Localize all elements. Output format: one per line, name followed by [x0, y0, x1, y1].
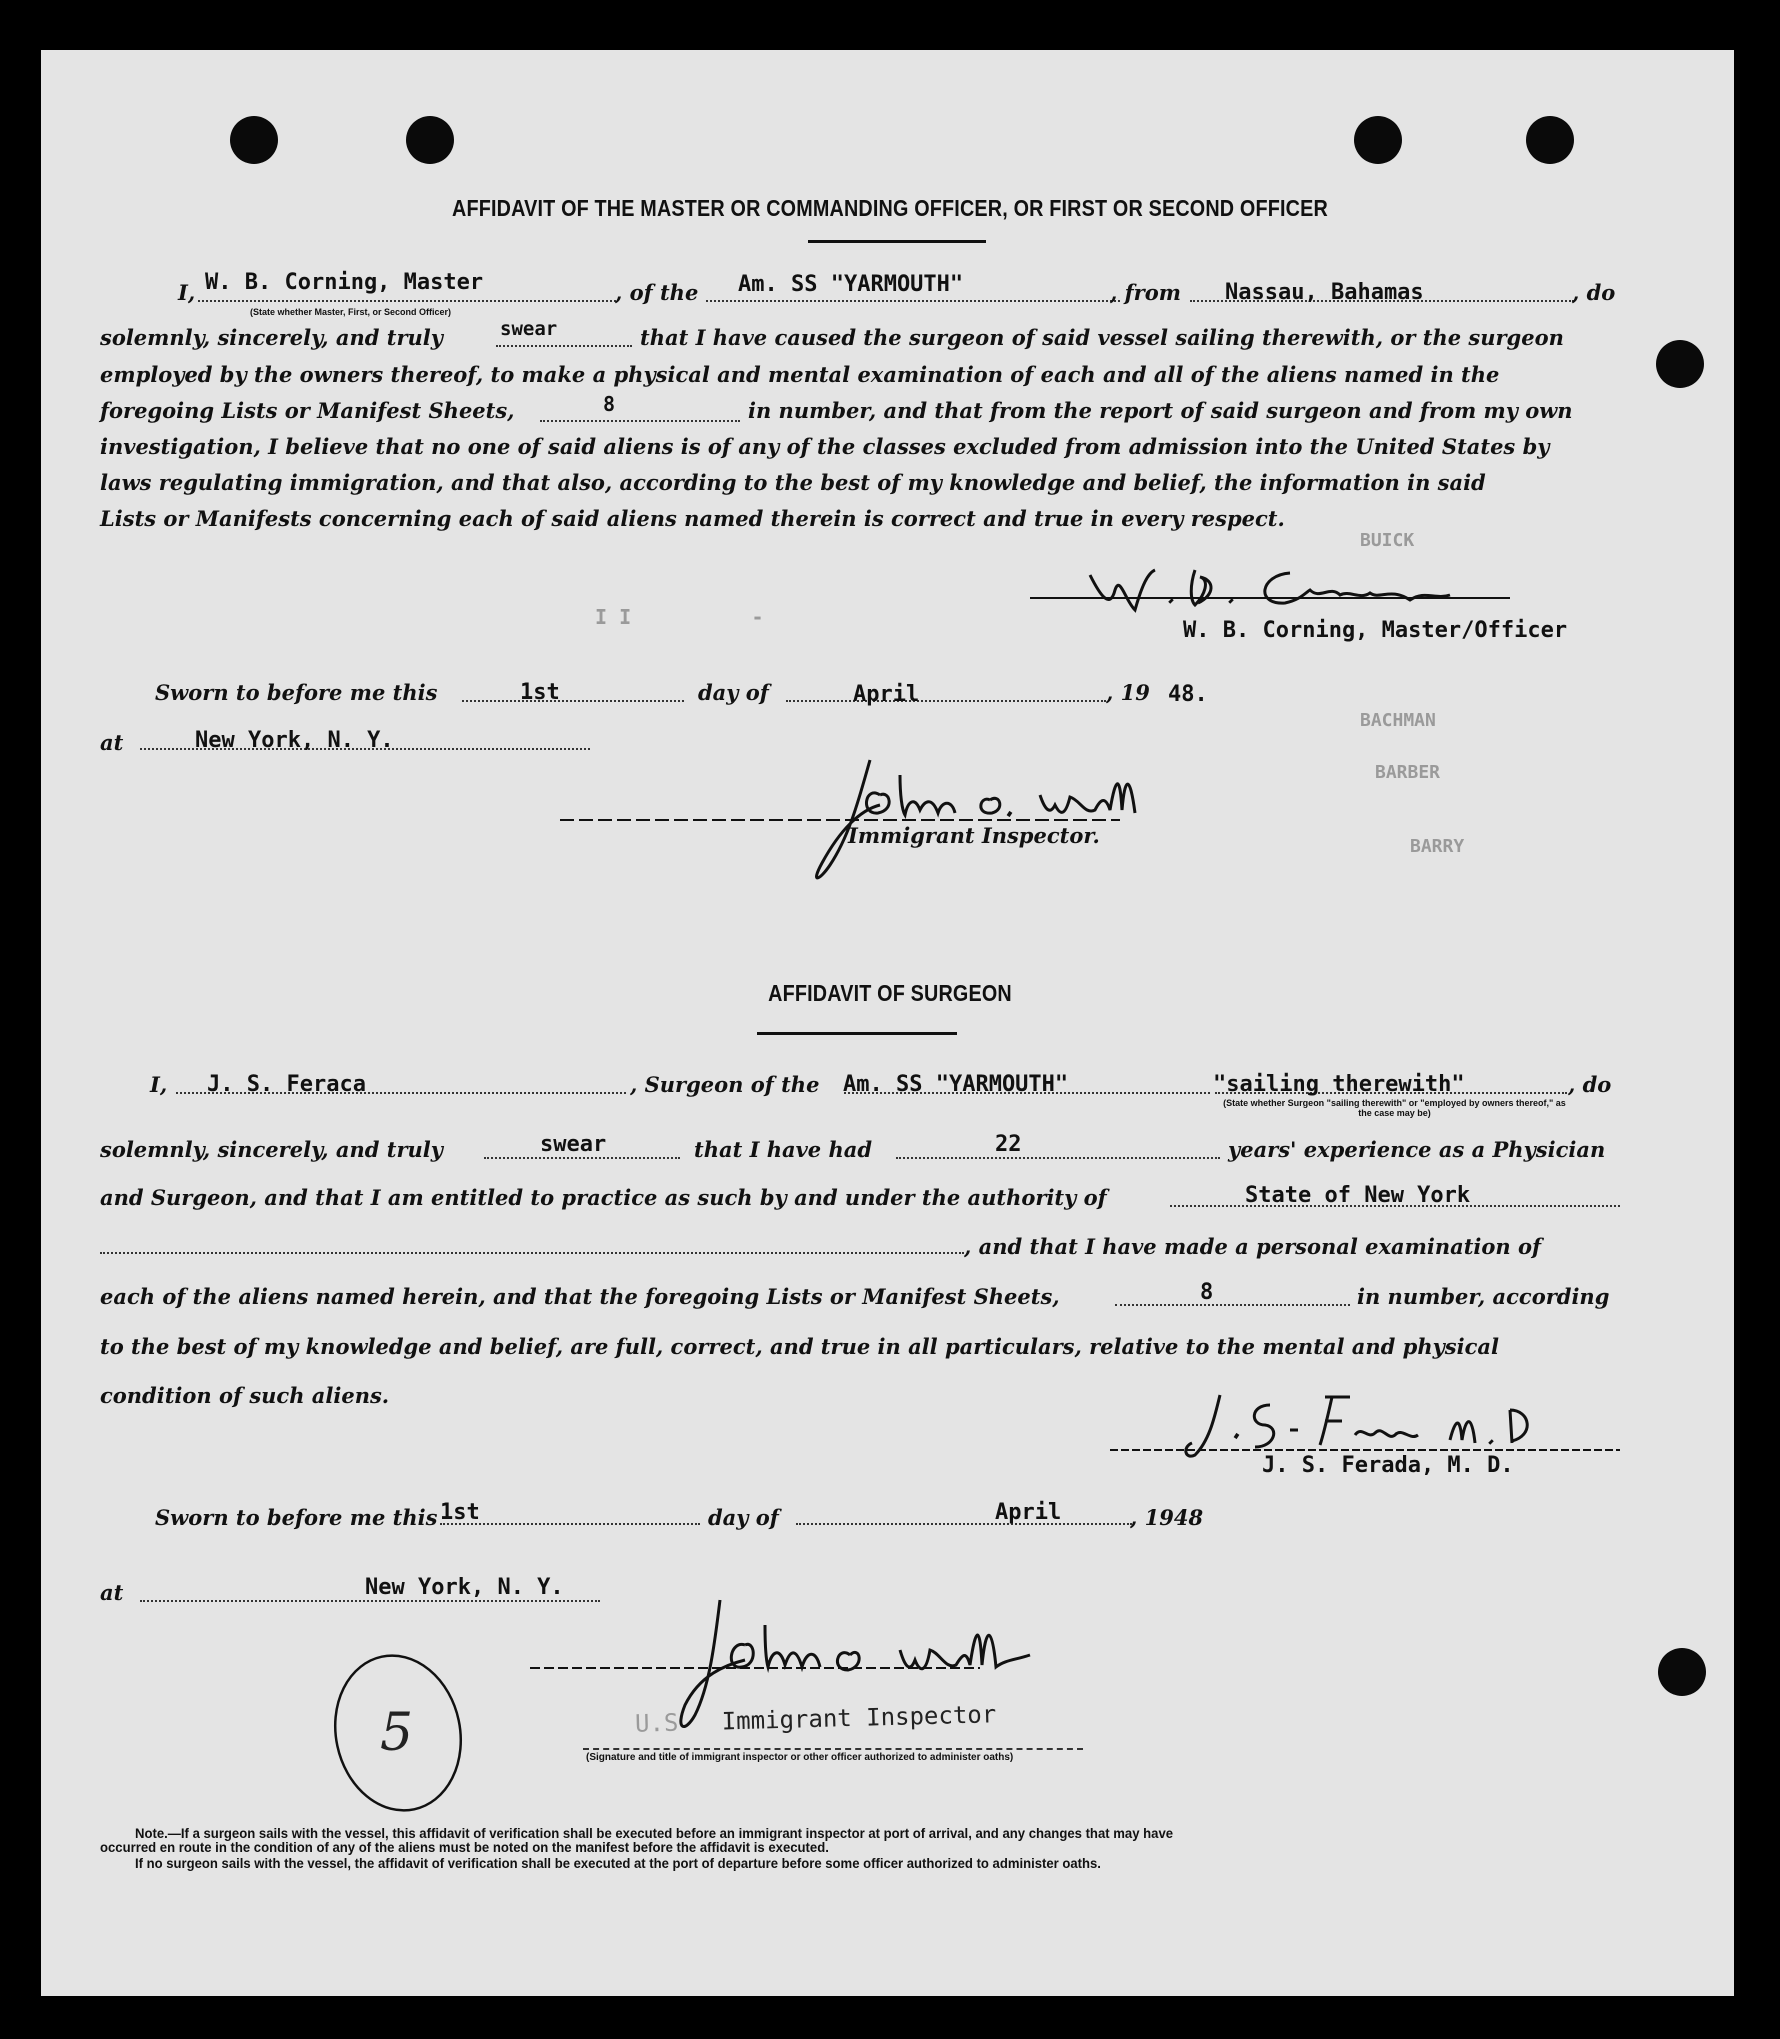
manifest-count: 8 [1200, 1280, 1214, 1305]
stamp-prefix: U.S [634, 1708, 679, 1738]
blank-line [1115, 1304, 1350, 1306]
master-typed-name: W. B. Corning, Master/Officer [1183, 618, 1568, 643]
master-sworn-month: April [853, 682, 920, 707]
text-label: , of the [615, 280, 699, 305]
text-line: in number, according [1357, 1284, 1610, 1309]
blank-line [496, 345, 632, 347]
punch-hole [1354, 116, 1402, 164]
punch-hole [1658, 1648, 1706, 1696]
text-label: Sworn to before me this [155, 1505, 438, 1530]
master-signature [1030, 555, 1530, 625]
text-label: at [100, 1580, 124, 1605]
text-line: investigation, I believe that no one of said aliens is of any of the classes excluded from admission into the United States by [100, 434, 1550, 459]
surgeon-typed-name: J. S. Ferada, M. D. [1262, 1453, 1514, 1478]
text-line: that I have caused the surgeon of said vessel sailing therewith, or the surgeon [640, 325, 1564, 350]
footnote-line: occurred en route in the condition of any of the aliens must be noted on the manifest before the affidavit is executed. [100, 1839, 829, 1855]
bleed-through-text: BARBER [1375, 762, 1441, 783]
signature-line [583, 1748, 1083, 1750]
footnote-line: Note.—If a surgeon sails with the vessel, this affidavit of verification shall be executed before an immigrant inspector at port of arrival, and any changes that may have [135, 1825, 1174, 1841]
master-affidavit-title: AFFIDAVIT OF THE MASTER OR COMMANDING OFFICER, OR FIRST OR SECOND OFFICER [452, 195, 1328, 221]
text-line: Lists or Manifests concerning each of said aliens named therein is correct and true in every respect. [100, 506, 1285, 531]
text-label: , do [1572, 280, 1616, 305]
text-label: , do [1568, 1072, 1612, 1097]
text-label: at [100, 730, 124, 755]
circled-number: 5 [380, 1703, 414, 1763]
surgeon-affidavit-title: AFFIDAVIT OF SURGEON [768, 980, 1012, 1006]
field-hint: (State whether Surgeon "sailing therewith" or "employed by owners thereof," as the case may be) [1223, 1098, 1566, 1118]
text-label: , 1948 [1130, 1505, 1204, 1530]
text-label: day of [708, 1505, 779, 1530]
text-line: and Surgeon, and that I am entitled to practice as such by and under the authority of [100, 1185, 1107, 1210]
text-line: solemnly, sincerely, and truly [100, 325, 443, 350]
oath-type: swear [500, 318, 558, 340]
text-label: day of [698, 680, 769, 705]
bleed-through-text: BUICK [1360, 530, 1415, 551]
surgeon-sworn-day: 1st [440, 1500, 480, 1525]
surgeon-status: "sailing therewith" [1213, 1072, 1465, 1097]
blank-line [706, 300, 1120, 302]
bleed-through-text: BACHMAN [1360, 710, 1436, 731]
bleed-through-text: I I - [595, 605, 764, 629]
bleed-through-text: BARRY [1410, 836, 1465, 857]
blank-line [100, 1252, 964, 1254]
years-experience: 22 [995, 1132, 1022, 1157]
signature-caption: (Signature and title of immigrant inspector or other officer authorized to administer oaths) [586, 1752, 1014, 1763]
text-label: , from [1110, 280, 1181, 305]
punch-hole [1656, 340, 1704, 388]
inspector-title: Immigrant Inspector. [848, 823, 1100, 848]
surgeon-sworn-place: New York, N. Y. [365, 1575, 564, 1600]
text-line: foregoing Lists or Manifest Sheets, [100, 398, 515, 423]
blank-line [796, 1523, 1132, 1525]
blank-line [198, 300, 616, 302]
text-label: Sworn to before me this [155, 680, 438, 705]
manifest-count: 8 [603, 392, 616, 416]
blank-line [484, 1157, 680, 1159]
text-line: employed by the owners thereof, to make a physical and mental examination of each and all of the aliens named in the [100, 362, 1500, 387]
oath-type: swear [540, 1132, 607, 1157]
text-line: in number, and that from the report of said surgeon and from my own [748, 398, 1573, 423]
punch-hole [230, 116, 278, 164]
text-line: condition of such aliens. [100, 1383, 390, 1408]
blank-line [896, 1157, 1220, 1159]
vessel-name: Am. SS "YARMOUTH" [843, 1072, 1069, 1097]
field-hint: (State whether Master, First, or Second Officer) [250, 307, 452, 317]
master-name: W. B. Corning, Master [205, 270, 484, 295]
master-sworn-day: 1st [520, 680, 560, 705]
text-label: , Surgeon of the [630, 1072, 820, 1097]
vessel-name: Am. SS "YARMOUTH" [738, 272, 964, 297]
text-line: each of the aliens named herein, and that the foregoing Lists or Manifest Sheets, [100, 1284, 1060, 1309]
text-line: solemnly, sincerely, and truly [100, 1137, 443, 1162]
text-prefix: I, [150, 1072, 168, 1097]
text-prefix: I, [178, 280, 196, 305]
circled-mark [318, 1645, 478, 1825]
text-line: , and that I have made a personal examination of [964, 1234, 1542, 1259]
surgeon-sworn-month: April [995, 1500, 1062, 1525]
blank-line [540, 420, 740, 422]
title-underline [757, 1032, 957, 1035]
license-authority: State of New York [1245, 1183, 1471, 1208]
master-sworn-year: 48. [1168, 682, 1208, 707]
text-label: that I have had [694, 1137, 873, 1162]
text-line: years' experience as a Physician [1228, 1137, 1606, 1162]
blank-line [462, 700, 684, 702]
footnote-line: If no surgeon sails with the vessel, the affidavit of verification shall be executed at the port of departure before some officer authorized to administer oaths. [135, 1855, 1101, 1871]
master-sworn-place: New York, N. Y. [195, 728, 394, 753]
inspector-title: Immigrant Inspector [721, 1700, 997, 1736]
punch-hole [1526, 116, 1574, 164]
text-label: , 19 [1106, 680, 1150, 705]
surgeon-name: J. S. Feraca [207, 1072, 366, 1097]
text-line: to the best of my knowledge and belief, are full, correct, and true in all particulars, relative to the mental and physical [100, 1334, 1499, 1359]
punch-hole [406, 116, 454, 164]
title-underline [808, 240, 986, 243]
departure-port: Nassau, Bahamas [1225, 280, 1424, 305]
text-line: laws regulating immigration, and that also, according to the best of my knowledge and belief, the information in said [100, 470, 1486, 495]
blank-line [786, 700, 1106, 702]
